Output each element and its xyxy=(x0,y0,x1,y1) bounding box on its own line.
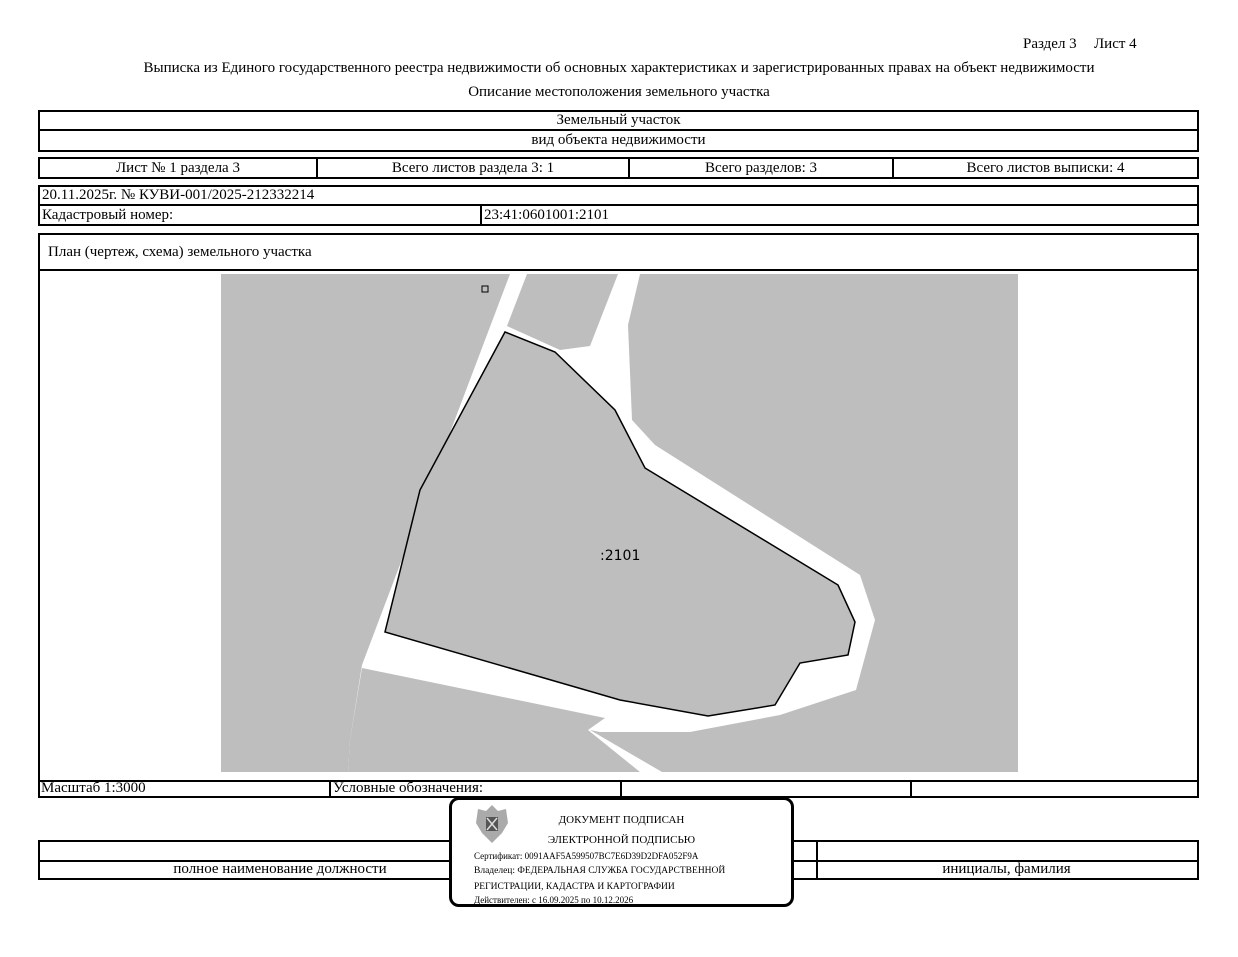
stamp-owner-cont: РЕГИСТРАЦИИ, КАДАСТРА И КАРТОГРАФИИ xyxy=(474,882,675,892)
stamp-certificate: Сертификат: 0091AAF5A599507BC7E6D39D2DFA052F9A xyxy=(474,851,699,861)
name-caption: инициалы, фамилия xyxy=(942,860,1071,877)
plan-title: План (чертеж, схема) земельного участка xyxy=(48,244,312,260)
stamp-validity: Действителен: с 16.09.2025 по 10.12.2026 xyxy=(474,895,634,905)
stamp-line2: ЭЛЕКТРОННОЙ ПОДПИСЬЮ xyxy=(547,834,696,846)
stamp-line1: ДОКУМЕНТ ПОДПИСАН xyxy=(558,814,685,826)
parcel-label: :2101 xyxy=(600,548,641,564)
legend-label: Условные обозначения: xyxy=(329,781,620,796)
electronic-signature-stamp xyxy=(449,797,794,907)
doc-reference: 20.11.2025г. № КУВИ-001/2025-212332214 xyxy=(40,187,1197,206)
position-caption: полное наименование должности xyxy=(173,860,387,877)
cadastral-label: Кадастровый номер: xyxy=(42,206,174,223)
sheets-in-section: Всего листов раздела 3: 1 xyxy=(316,159,628,177)
cadastral-number: 23:41:0601001:2101 xyxy=(480,206,1197,224)
stamp-owner: Владелец: ФЕДЕРАЛЬНАЯ СЛУЖБА ГОСУДАРСТВЕННОЙ xyxy=(474,866,726,876)
object-type-caption: вид объекта недвижимости xyxy=(531,132,706,148)
total-sections: Всего разделов: 3 xyxy=(628,159,892,177)
section-number: Раздел 3 xyxy=(1023,36,1077,52)
document-subtitle: Описание местоположения земельного участка xyxy=(468,84,770,100)
sheet-of-section: Лист № 1 раздела 3 xyxy=(116,159,240,176)
sheet-number: Лист 4 xyxy=(1094,36,1137,52)
total-sheets: Всего листов выписки: 4 xyxy=(892,159,1197,177)
scale-label: Масштаб 1:3000 xyxy=(41,780,146,796)
object-type: Земельный участок xyxy=(40,112,1197,131)
document-title: Выписка из Единого государственного реестра недвижимости об основных характеристиках и зарегистрированных правах на объект недвижимости xyxy=(143,60,1095,76)
